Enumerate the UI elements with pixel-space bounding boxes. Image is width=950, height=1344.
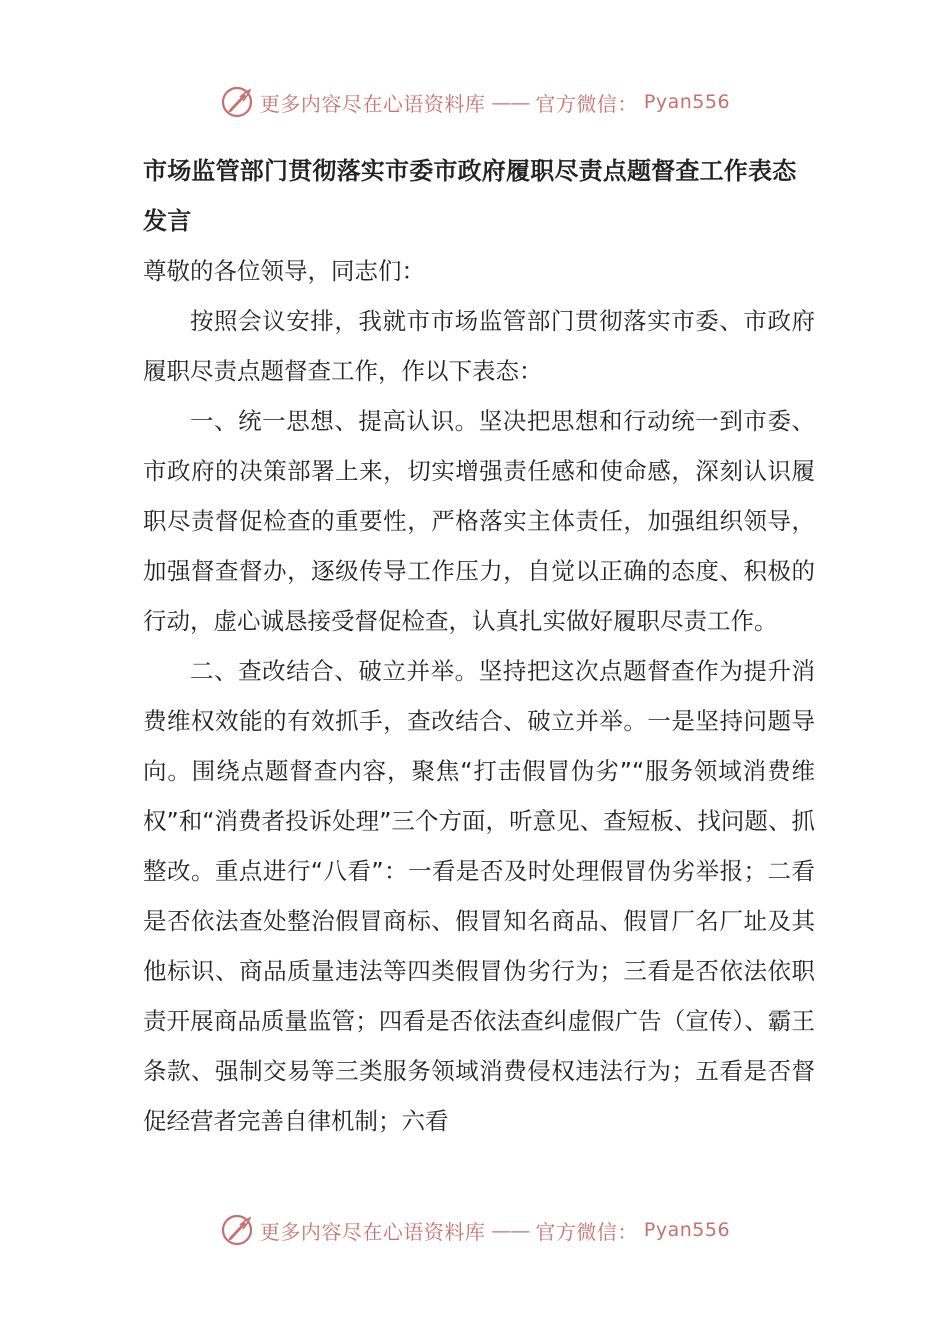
- header-watermark-banner: [0, 80, 950, 124]
- salutation: 尊敬的各位领导，同志们：: [143, 257, 425, 285]
- banner-label: 官方微信：: [535, 91, 638, 116]
- banner-text-cn: 更多内容尽在心语资料库: [259, 1219, 486, 1244]
- paragraph-section-1: 一、统一思想、提高认识。坚决把思想和行动统一到市委、市政府的决策部署上来，切实增强责任感和使命感，深刻认识履职尽责督促检查的重要性，严格落实主体责任，加强组织领导，加强督查督办，逐级传导工作压力，自觉以正确的态度、积极的行动，虚心诚恳接受督促检查，认真扎实做好履职尽责工作。: [143, 407, 815, 635]
- quill-pen-circle-icon: [220, 1213, 254, 1247]
- paragraph-intro: 按照会议安排，我就市市场监管部门贯彻落实市委、市政府履职尽责点题督查工作，作以下表态：: [143, 307, 815, 385]
- banner-label: 官方微信：: [535, 1219, 638, 1244]
- document-title: 市场监管部门贯彻落实市委市政府履职尽责点题督查工作表态发言: [143, 157, 797, 235]
- footer-watermark-banner: [0, 1208, 950, 1252]
- banner-separator: ——: [491, 1218, 530, 1242]
- banner-separator: ——: [491, 90, 530, 114]
- banner-text-cn: 更多内容尽在心语资料库: [259, 91, 486, 116]
- paragraph-section-2: 二、查改结合、破立并举。坚持把这次点题督查作为提升消费维权效能的有效抓手，查改结合、破立并举。一是坚持问题导向。围绕点题督查内容，聚焦“打击假冒伪劣”“服务领域消费维权”和“消费者投诉处理”三个方面，听意见、查短板、找问题、抓整改。重点进行“八看”：一看是否及时处理假冒伪劣举报；二看是否依法查处整治假冒商标、假冒知名商品、假冒厂名厂址及其他标识、商品质量违法等四类假冒伪劣行为；三看是否依法依职责开展商品质量监管；四看是否依法查纠虚假广告（宣传）、霸王条款、强制交易等三类服务领域消费侵权违法行为；五看是否督促经营者完善自律机制；六看: [143, 657, 815, 1135]
- document-body: [143, 146, 815, 1146]
- banner-wechat-id: Pyan556: [643, 91, 731, 113]
- banner-wechat-id: Pyan556: [643, 1219, 731, 1241]
- quill-pen-circle-icon: [220, 85, 254, 119]
